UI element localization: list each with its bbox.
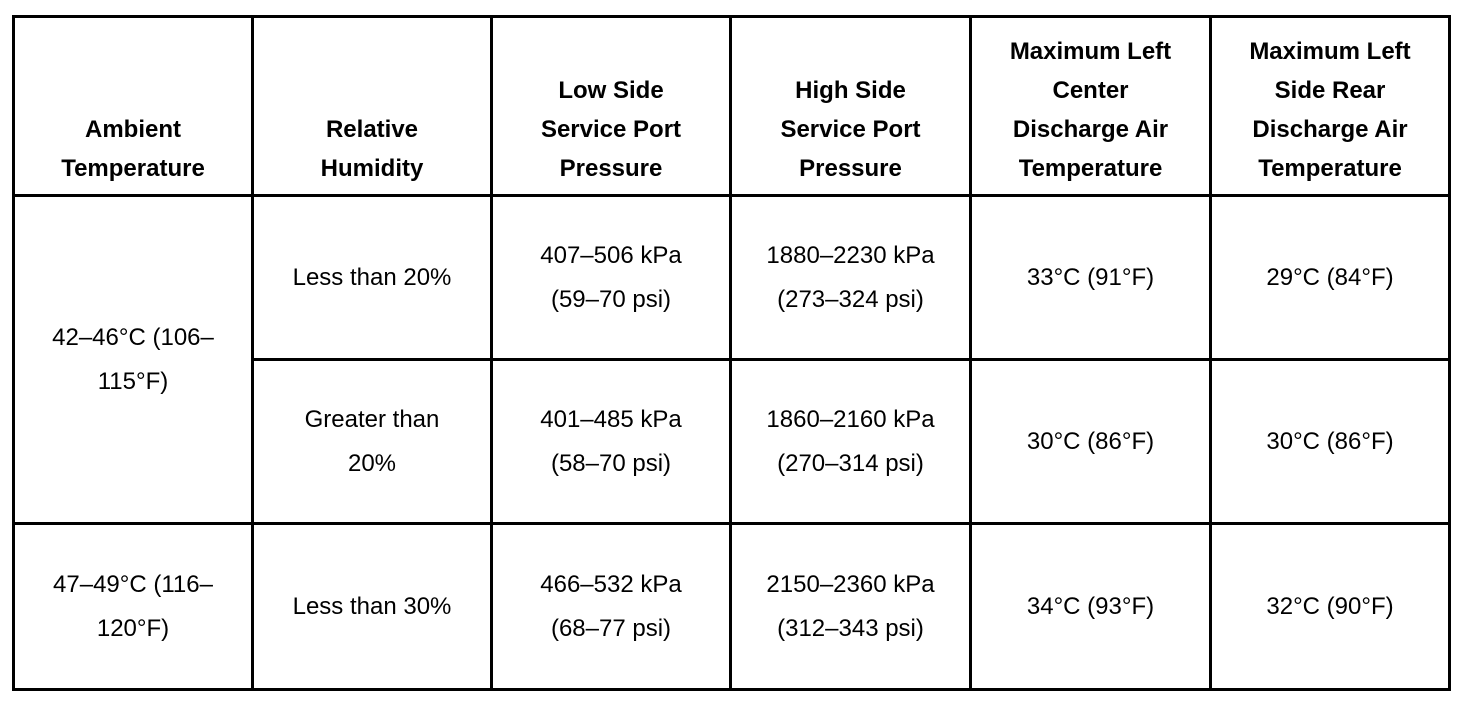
cell-rear-discharge: 32°C (90°F) <box>1211 524 1450 690</box>
header-high-side-pressure: High Side Service Port Pressure <box>731 17 971 196</box>
header-relative-humidity: Relative Humidity <box>253 17 492 196</box>
cell-humidity: Less than 20% <box>253 196 492 360</box>
cell-high-side: 1880–2230 kPa (273–324 psi) <box>731 196 971 360</box>
cell-low-side: 466–532 kPa (68–77 psi) <box>492 524 731 690</box>
cell-ambient: 47–49°C (116–120°F) <box>14 524 253 690</box>
table-row <box>14 196 1450 360</box>
cell-humidity: Less than 30% <box>253 524 492 690</box>
cell-humidity: Greater than 20% <box>253 360 492 524</box>
cell-high-side: 1860–2160 kPa (270–314 psi) <box>731 360 971 524</box>
header-rear-discharge-temp: Maximum Left Side Rear Discharge Air Temperature <box>1211 17 1450 196</box>
header-row <box>14 17 1450 196</box>
cell-low-side: 401–485 kPa (58–70 psi) <box>492 360 731 524</box>
cell-rear-discharge: 29°C (84°F) <box>1211 196 1450 360</box>
cell-high-side: 2150–2360 kPa (312–343 psi) <box>731 524 971 690</box>
header-low-side-pressure: Low Side Service Port Pressure <box>492 17 731 196</box>
cell-center-discharge: 34°C (93°F) <box>971 524 1211 690</box>
cell-center-discharge: 30°C (86°F) <box>971 360 1211 524</box>
cell-ambient: 42–46°C (106–115°F) <box>14 196 253 524</box>
table-row <box>14 524 1450 690</box>
cell-low-side: 407–506 kPa (59–70 psi) <box>492 196 731 360</box>
header-center-discharge-temp: Maximum Left Center Discharge Air Temperature <box>971 17 1211 196</box>
ac-performance-table <box>12 15 1451 691</box>
cell-center-discharge: 33°C (91°F) <box>971 196 1211 360</box>
header-ambient-temperature: Ambient Temperature <box>14 17 253 196</box>
cell-rear-discharge: 30°C (86°F) <box>1211 360 1450 524</box>
